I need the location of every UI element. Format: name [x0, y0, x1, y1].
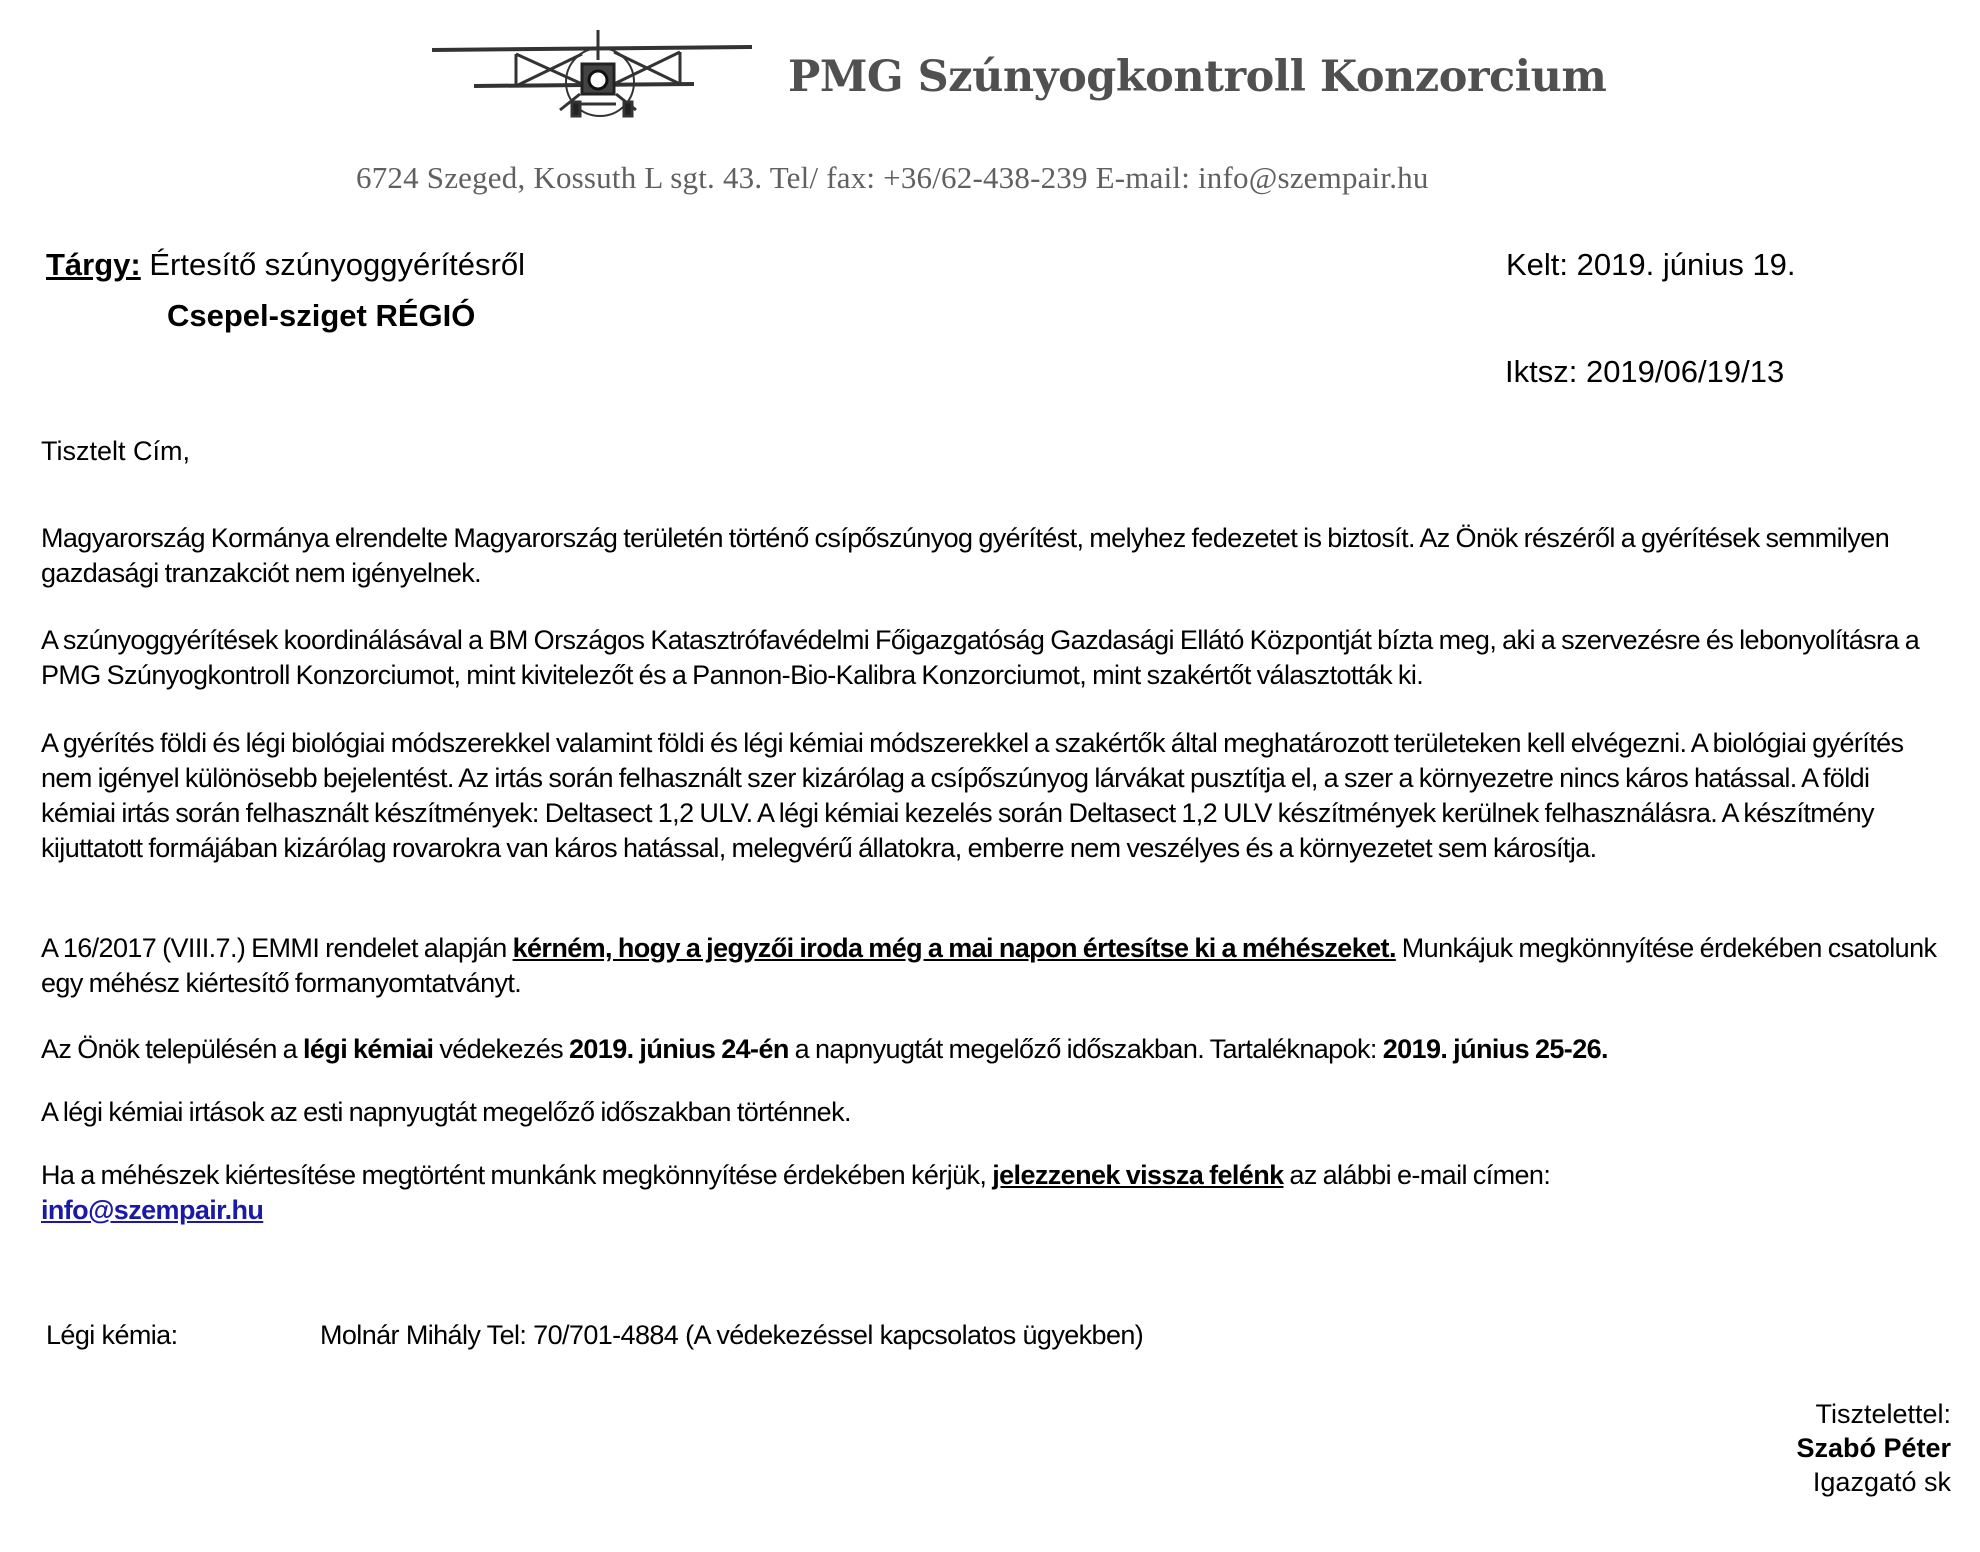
p4-emphasis: kérném, hogy a jegyzői iroda még a mai napon értesítse ki a méhészeket.: [512, 933, 1396, 963]
p5-text: a napnyugtát megelőző időszakban. Tartaléknapok:: [788, 1034, 1383, 1064]
closing-greeting: Tisztelettel:: [1815, 1399, 1951, 1429]
organization-address: 6724 Szeged, Kossuth L sgt. 43. Tel/ fax: +36/62-438-239 E-mail: info@szempair.hu: [356, 160, 1429, 195]
p5-date: 2019. június 24-én: [568, 1034, 789, 1064]
contact-label: Légi kémia:: [46, 1320, 178, 1350]
salutation: Tisztelt Cím,: [41, 436, 191, 466]
p5-text: védekezés: [433, 1034, 569, 1064]
biplane-logo-icon: [432, 30, 762, 130]
p4-text-pre: A 16/2017 (VIII.7.) EMMI rendelet alapján: [41, 933, 513, 963]
p7-emphasis: jelezzenek vissza felénk: [992, 1160, 1284, 1190]
paragraph-timing: A légi kémiai irtások az esti napnyugtát megelőző időszakban történnek.: [41, 1097, 851, 1127]
paragraph-methods: A gyérítés földi és légi biológiai módszerekkel valamint földi és légi kémiai módszerekkel a szakértők által meghatározott területeken kell elvégezni. A biológiai gyérítés nem igényel különösebb bejelentést. Az irtás során felhasznált szer kizárólag a csípőszúnyog lárvákat pusztítja el, a szer a környezetre nincs káros hatással. A földi kémiai irtás során felhasznált készítmények: Deltasect 1,2 ULV. A légi kémiai kezelés során Deltasect 1,2 ULV készítmények kerülnek felhasználásra. A készítmény kijuttatott formájában kizárólag rovarokra van káros hatással, melegvérű állatokra, emberre nem veszélyes és a környezetet sem károsítja.: [41, 728, 1904, 863]
p5-reserve-dates: 2019. június 25-26.: [1382, 1034, 1608, 1064]
signatory-name: Szabó Péter: [1796, 1433, 1951, 1463]
p7-text-pre: Ha a méhészek kiértesítése megtörtént munkánk megkönnyítése érdekében kérjük,: [41, 1160, 993, 1190]
subject-text: Értesítő szúnyoggyérítésről: [140, 247, 525, 282]
paragraph-schedule: [41, 1032, 1941, 1067]
signature-block: [1796, 1397, 1951, 1499]
paragraph-government-order: Magyarország Kormánya elrendelte Magyarország területén történő csípőszúnyog gyérítést, melyhez fedezetet is biztosít. Az Önök részéről a gyérítések semmilyen gazdasági tranzakciót nem igényelnek.: [41, 523, 1890, 588]
subject-label: Tárgy:: [46, 247, 141, 282]
p5-method: légi kémiai: [302, 1034, 434, 1064]
subject-line: [46, 247, 525, 283]
contact-value: Molnár Mihály Tel: 70/701-4884 (A védekezéssel kapcsolatos ügyekben): [320, 1320, 1144, 1350]
p4-text-post: Munkájuk megkönnyítése érdekében csatolunk egy méhész kiértesítő formanyomtatványt.: [41, 933, 1937, 998]
p5-text: Az Önök településén a: [41, 1034, 303, 1064]
issue-date: Kelt: 2019. június 19.: [1506, 247, 1796, 282]
organization-name: PMG Szúnyogkontroll Konzorcium: [788, 52, 1607, 102]
registration-number: Iktsz: 2019/06/19/13: [1505, 354, 1785, 389]
paragraph-feedback: [41, 1158, 1941, 1228]
paragraph-coordination: A szúnyoggyérítések koordinálásával a BM Országos Katasztrófavédelmi Főigazgatóság Gazdasági Ellátó Központját bízta meg, aki a szervezésre és lebonyolításra a PMG Szúnyogkontroll Konzorciumot, mint kivitelezőt és a Pannon-Bio-Kalibra Konzorciumot, mint szakértőt választották ki.: [41, 625, 1920, 690]
paragraph-beekeeper-request: [41, 931, 1941, 1001]
signatory-title: Igazgató sk: [1812, 1467, 1951, 1497]
p7-text-post: az alábbi e-mail címen:: [1283, 1160, 1551, 1190]
region-heading: Csepel-sziget RÉGIÓ: [167, 298, 476, 333]
email-link[interactable]: info@szempair.hu: [41, 1195, 264, 1225]
